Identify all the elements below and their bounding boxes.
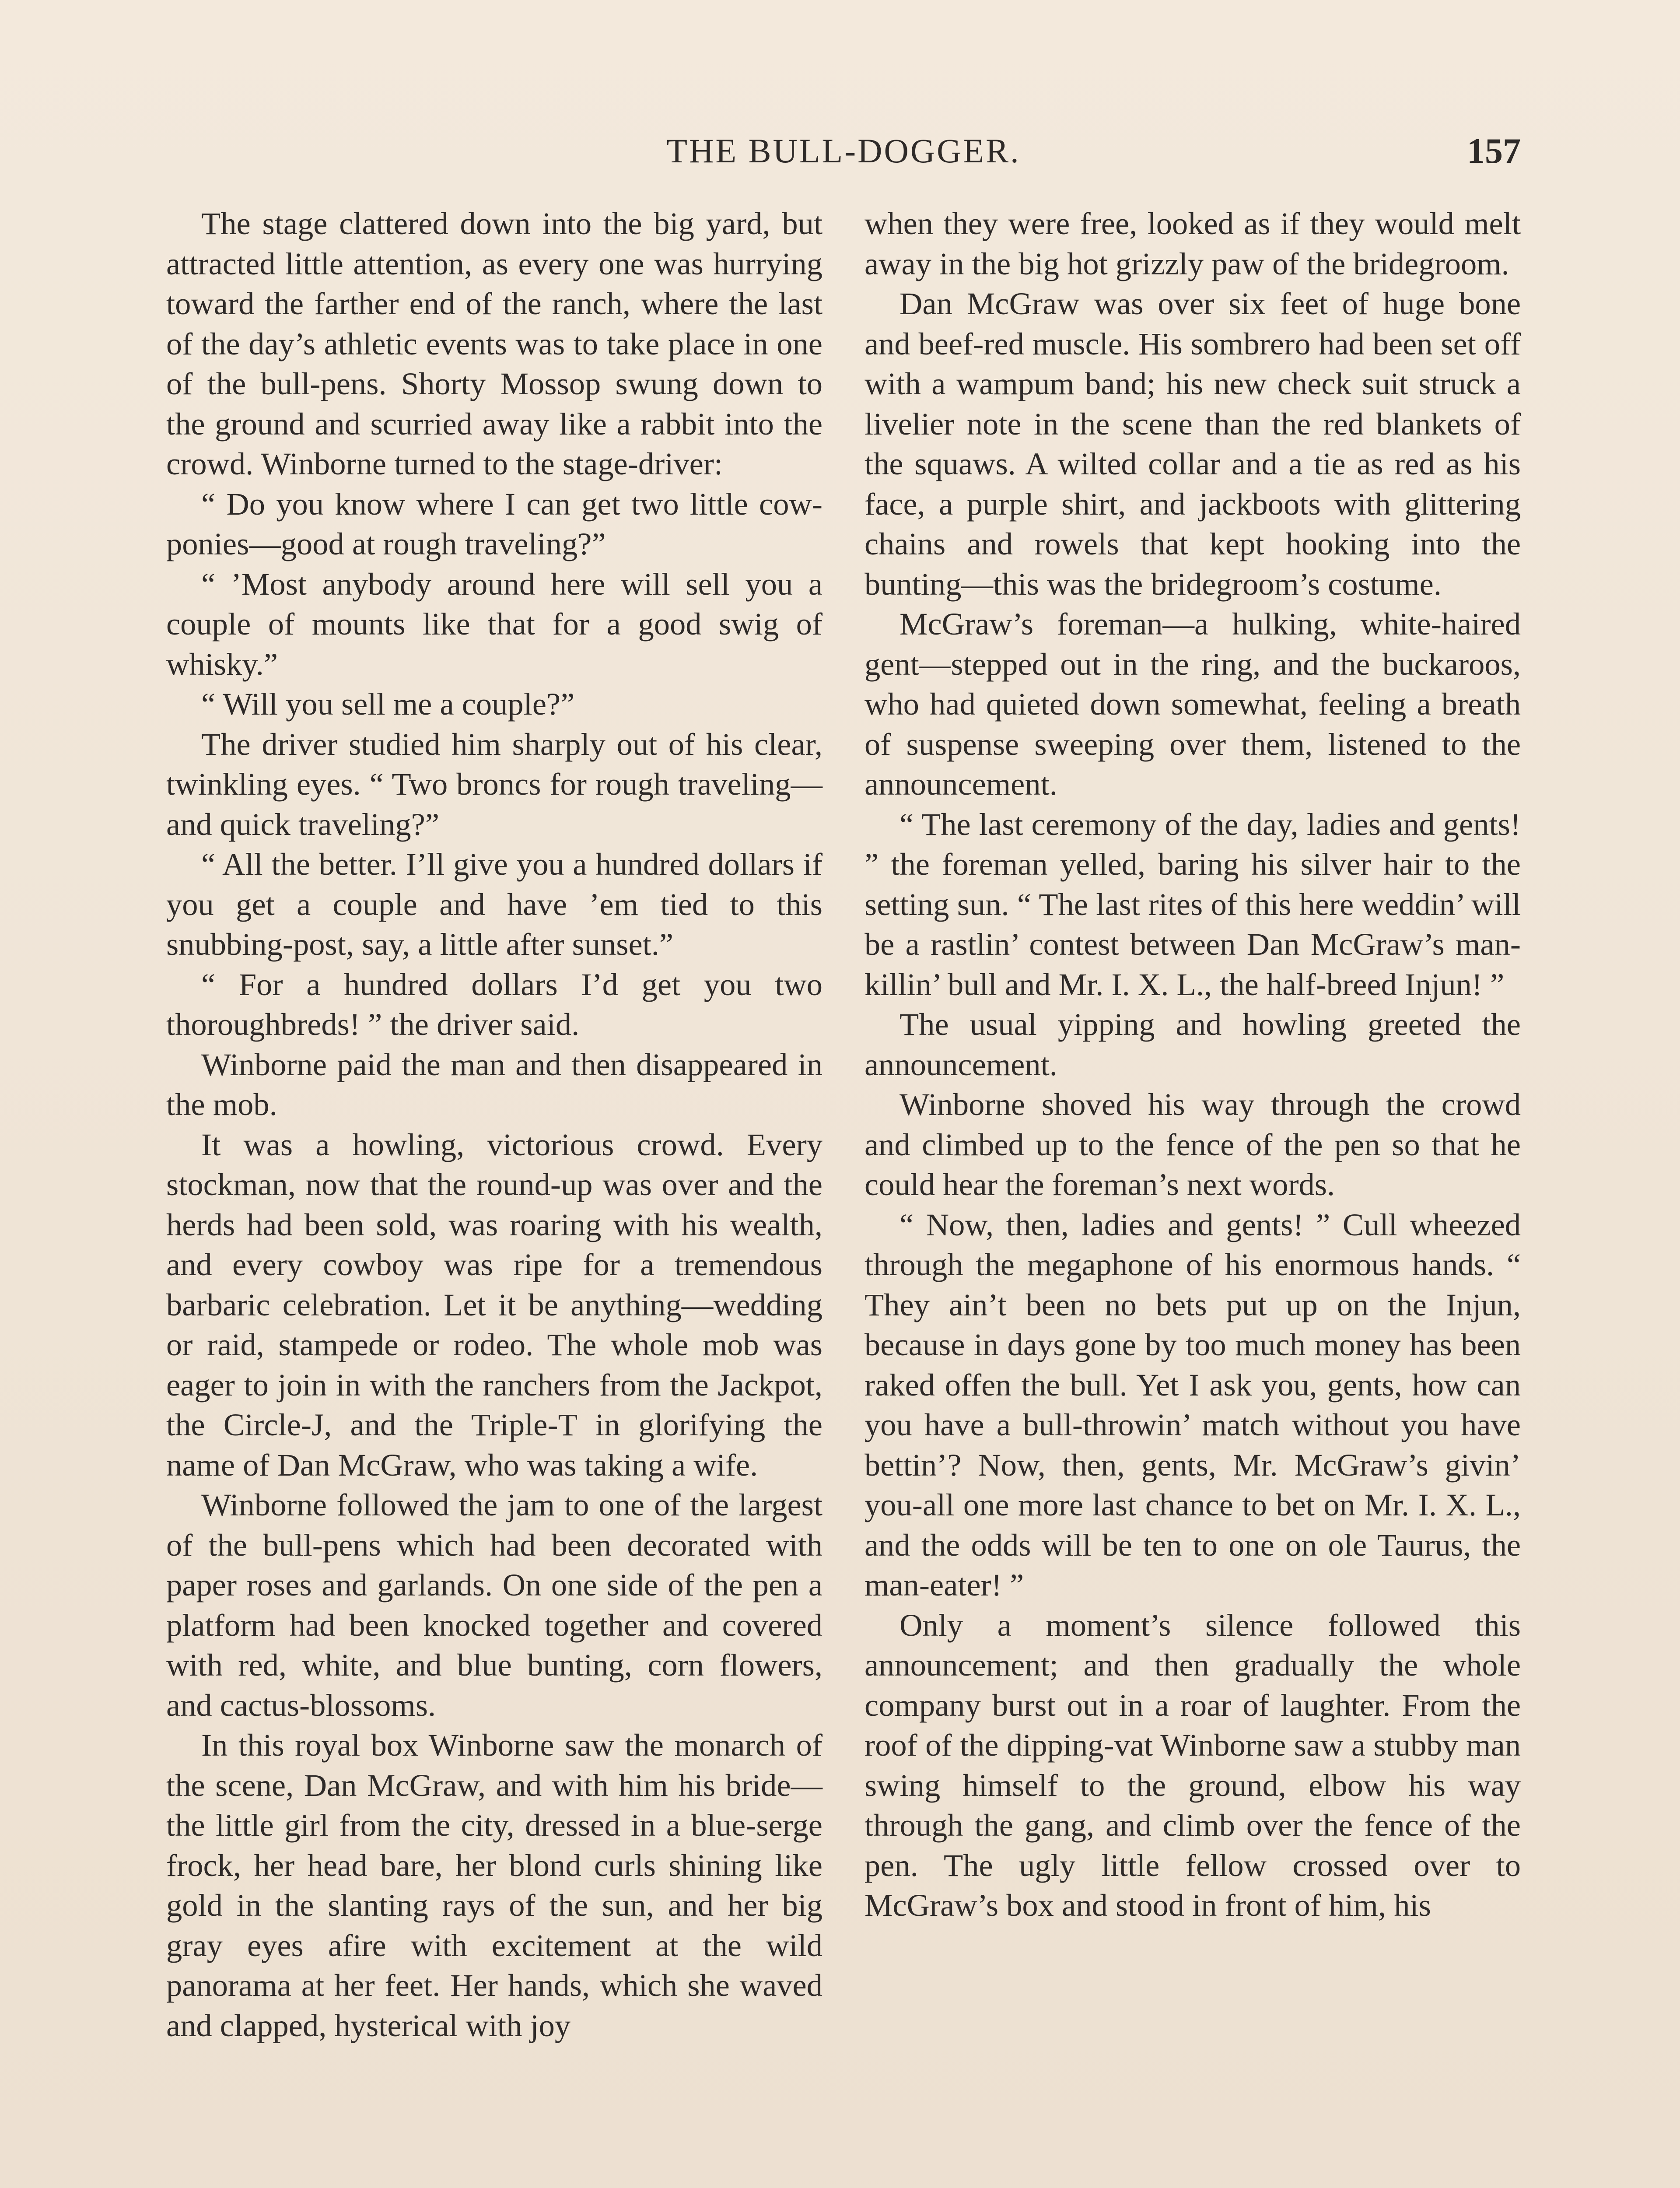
paragraph: Winborne shoved his way through the crowd and climbed up to the fence of the pen so that he could hear the foreman’s next words. <box>864 1087 1521 1202</box>
paragraph: “ For a hundred dollars I’d get you two thoroughbreds! ” the driver said. <box>166 966 822 1042</box>
left-column <box>166 203 822 2188</box>
paragraph: The stage clattered down into the big yard, but attracted little attention, as every one was hurrying toward the farther end of the ranch, where the last of the day’s athletic events was to take place in one of the bull-pens. Shorty Mossop swung down to the ground and scurried away like a rabbit into the crowd. Winborne turned to the stage-driver: <box>166 206 822 481</box>
paragraph: McGraw’s foreman—a hulking, white-haired gent—stepped out in the ring, and the buckaroos, who had quieted down somewhat, feeling a breath of suspense sweeping over them, listened to the announcement. <box>864 606 1521 802</box>
paragraph-continued: when they were free, looked as if they would melt away in the big hot grizzly paw of the bridegroom. <box>864 206 1521 281</box>
paragraph: Dan McGraw was over six feet of huge bone and beef-red muscle. His sombrero had been set off with a wampum band; his new check suit struck a livelier note in the scene than the red blankets of the squaws. A wilted collar and a tie as red as his face, a purple shirt, and jackboots with glittering chains and rowels that kept hooking into the bunting—this was the bridegroom’s costume. <box>864 286 1521 602</box>
paragraph: “ Do you know where I can get two little cow-ponies—good at rough traveling?” <box>166 486 822 561</box>
page-header <box>166 127 1521 175</box>
right-column <box>864 203 1521 2188</box>
page-number: 157 <box>1467 131 1521 171</box>
paragraph: “ Now, then, ladies and gents! ” Cull wheezed through the megaphone of his enormous hands. “ They ain’t been no bets put up on the Injun, because in days gone by too much money has been raked offen the bull. Yet I ask you, gents, how can you have a bull-throwin’ match without you have bettin’? Now, then, gents, Mr. McGraw’s givin’ you-all one more last chance to bet on Mr. I. X. L., and the odds will be ten to one on ole Taurus, the man-eater! ” <box>864 1206 1521 1602</box>
paragraph: Winborne paid the man and then disappeared in the mob. <box>166 1046 822 1122</box>
paragraph: Winborne followed the jam to one of the largest of the bull-pens which had been decorated with paper roses and garlands. On one side of the pen a platform had been knocked together and covered with red, white, and blue bunting, corn flowers, and cactus-blossoms. <box>166 1487 822 1723</box>
text-columns <box>166 203 1521 2188</box>
paragraph: “ Will you sell me a couple?” <box>201 686 575 722</box>
paragraph: “ The last ceremony of the day, ladies and gents! ” the foreman yelled, baring his silver hair to the setting sun. “ The last rites of this here weddin’ will be a rastlin’ contest between Dan McGraw’s man-killin’ bull and Mr. I. X. L., the half-breed Injun! ” <box>864 806 1521 1002</box>
paragraph: Only a moment’s silence followed this announcement; and then gradually the whole company burst out in a roar of laughter. From the roof of the dipping-vat Winborne saw a stubby man swing himself to the ground, elbow his way through the gang, and climb over the fence of the pen. The ugly little fellow crossed over to McGraw’s box and stood in front of him, his <box>864 1607 1521 1923</box>
paragraph: “ All the better. I’ll give you a hundred dollars if you get a couple and have ’em tied to this snubbing-post, say, a little after sunset.” <box>166 846 822 962</box>
running-head: THE BULL-DOGGER. <box>666 132 1021 170</box>
paragraph: “ ’Most anybody around here will sell you a couple of mounts like that for a good swig of whisky.” <box>166 566 822 682</box>
paragraph: It was a howling, victorious crowd. Every stockman, now that the round-up was over and the herds had been sold, was roaring with his wealth, and every cowboy was ripe for a tremendous barbaric celebration. Let it be anything—wedding or raid, stampede or rodeo. The whole mob was eager to join in with the ranchers from the Jackpot, the Circle-J, and the Triple-T in glorifying the name of Dan McGraw, who was taking a wife. <box>166 1126 822 1483</box>
paragraph: The usual yipping and howling greeted the announcement. <box>864 1006 1521 1082</box>
paragraph: In this royal box Winborne saw the monarch of the scene, Dan McGraw, and with him his bride—the little girl from the city, dressed in a blue-serge frock, her head bare, her blond curls shining like gold in the slanting rays of the sun, and her big gray eyes afire with excitement at the wild panorama at her feet. Her hands, which she waved and clapped, hysterical with joy <box>166 1727 822 2043</box>
paragraph: The driver studied him sharply out of his clear, twinkling eyes. “ Two broncs for rough traveling—and quick traveling?” <box>166 726 822 842</box>
